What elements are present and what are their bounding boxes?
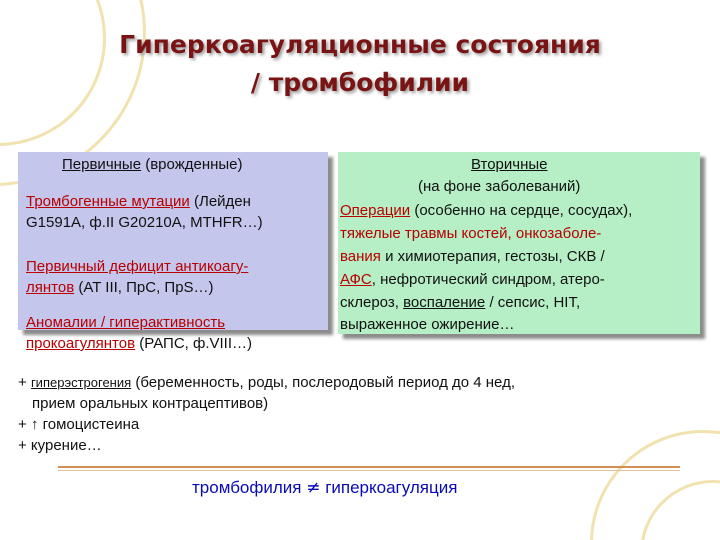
primary-item1-line2: G1591A, ф.II G20210A, MTHFR…)	[26, 214, 263, 231]
primary-item2-line2	[26, 277, 214, 298]
primary-item3-red-line1: Аномалии / гиперактивность	[26, 314, 226, 331]
secondary-line-3	[340, 246, 605, 267]
not-equal-icon: ≠	[306, 478, 321, 498]
title-line-2: / тромбофилии	[250, 68, 470, 97]
note-hyperestrogenia-label: гиперэстрогения	[30, 375, 132, 390]
primary-header-rest: (врожденные)	[141, 156, 243, 173]
primary-item3-red-line2: прокоагулянтов	[26, 335, 136, 352]
arrow-up-icon: ↑	[30, 416, 39, 433]
secondary-line-2	[340, 223, 601, 244]
primary-item2-red-line2: лянтов	[26, 279, 75, 296]
primary-header-underlined: Первичные	[62, 156, 142, 173]
note-smoking: + курение…	[18, 437, 102, 454]
note-plus: +	[18, 374, 31, 391]
secondary-line-5-underlined: воспаление	[403, 294, 486, 311]
primary-item2-red-line1: Первичный дефицит антикоагу-	[26, 258, 249, 275]
primary-item3-line2	[26, 333, 252, 354]
note-homocysteine-rest: гомоцистеина	[38, 416, 140, 433]
secondary-line-5	[340, 292, 580, 313]
note-hyperestrogenia	[18, 372, 515, 393]
divider	[58, 466, 680, 468]
footer-left: тромбофилия	[192, 478, 307, 497]
secondary-header-underlined: Вторичные	[471, 156, 548, 173]
secondary-line-4-rest: , нефротический синдром, атеро-	[371, 271, 605, 288]
primary-item2-rest: (AT III, ПрС, ПрS…)	[74, 279, 214, 296]
secondary-line-5-a: склероз,	[340, 294, 404, 311]
note-homocysteine	[18, 414, 139, 435]
primary-item2-line1	[26, 256, 248, 277]
secondary-line-4-red: АФС	[340, 271, 372, 288]
secondary-line-1-red: Операции	[340, 202, 411, 219]
primary-item1-red: Тромбогенные мутации	[26, 193, 190, 210]
slide-title	[60, 26, 660, 102]
secondary-line-1-rest: (особенно на сердце, сосудах),	[410, 202, 633, 219]
secondary-header	[471, 154, 548, 175]
secondary-subheader: (на фоне заболеваний)	[418, 178, 581, 195]
note-hyperestrogenia-rest: (беременность, роды, послеродовый период до 4 нед,	[131, 374, 515, 391]
note-hyperestrogenia-cont: прием оральных контрацептивов)	[32, 395, 269, 412]
note-plus: +	[18, 416, 31, 433]
secondary-line-3-rest: и химиотерапия, гестозы, СКВ /	[380, 248, 605, 265]
primary-item3-line1	[26, 312, 225, 333]
secondary-line-4	[340, 269, 605, 290]
footer-right: гиперкоагуляция	[320, 478, 458, 497]
primary-box	[18, 152, 328, 352]
primary-item1-line1	[26, 191, 251, 212]
secondary-line-1	[340, 200, 632, 221]
divider-thin	[58, 470, 680, 471]
primary-header	[62, 154, 243, 175]
secondary-box	[338, 152, 700, 334]
secondary-line-6: выраженное ожирение…	[340, 316, 515, 333]
primary-item3-rest: (РАПС, ф.VIII…)	[135, 335, 253, 352]
footer-statement	[192, 478, 457, 498]
secondary-line-2-red: тяжелые травмы костей, онкозаболе-	[340, 225, 602, 242]
secondary-line-5-b: / сепсис, HIT,	[485, 294, 581, 311]
primary-item1-rest: (Лейден	[189, 193, 251, 210]
title-line-1: Гиперкоагуляционные состояния	[119, 30, 601, 59]
secondary-line-3-red: вания	[340, 248, 381, 265]
